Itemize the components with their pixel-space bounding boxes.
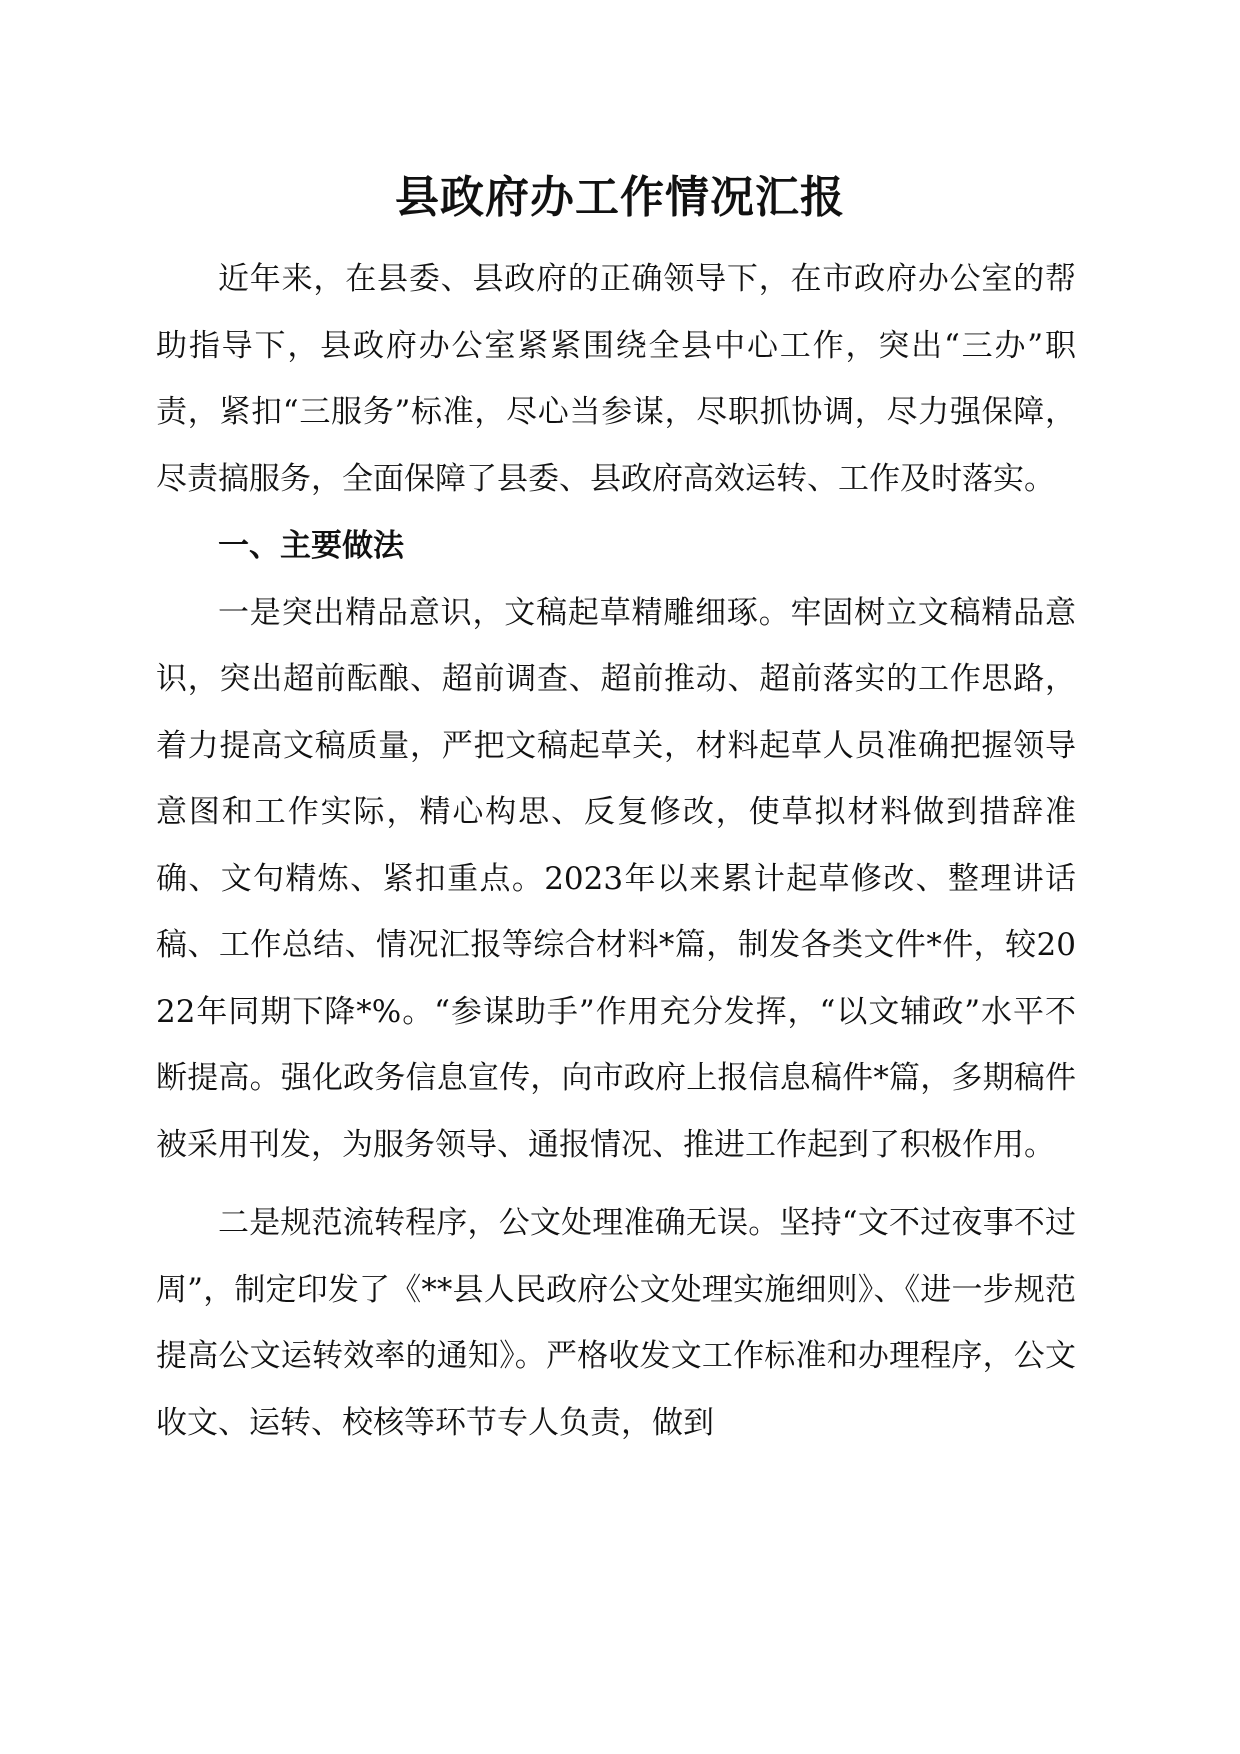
intro-paragraph: 近年来，在县委、县政府的正确领导下，在市政府办公室的帮助指导下，县政府办公室紧紧围绕全县中心工作，突出“三办”职责，紧扣“三服务”标准，尽心当参谋，尽职抓协调，尽力强保障，尽责搞服务，全面保障了县委、县政府高效运转、工作及时落实。 xyxy=(156,261,1076,497)
paragraph-document-processing: 二是规范流转程序，公文处理准确无误。坚持“文不过夜事不过周”，制定印发了《**县人民政府公文处理实施细则》、《进一步规范提高公文运转效率的通知》。严格收发文工作标准和办理程序，公文收文、运转、校核等环节专人负责，做到 xyxy=(156,1205,1076,1441)
document-title: 县政府办工作情况汇报 xyxy=(395,172,845,223)
document-body xyxy=(156,246,1076,1456)
section-heading-main-practices: 一、主要做法 xyxy=(218,528,404,564)
paragraph-drafting-quality: 一是突出精品意识，文稿起草精雕细琢。牢固树立文稿精品意识，突出超前酝酿、超前调查、超前推动、超前落实的工作思路，着力提高文稿质量，严把文稿起草关，材料起草人员准确把握领导意图和工作实际，精心构思、反复修改，使草拟材料做到措辞准确、文句精炼、紧扣重点。2023年以来累计起草修改、整理讲话稿、工作总结、情况汇报等综合材料*篇，制发各类文件*件，较2022年同期下降*%。“参谋助手”作用充分发挥，“以文辅政”水平不断提高。强化政务信息宣传，向市政府上报信息稿件*篇，多期稿件被采用刊发，为服务领导、通报情况、推进工作起到了积极作用。 xyxy=(156,594,1076,1163)
